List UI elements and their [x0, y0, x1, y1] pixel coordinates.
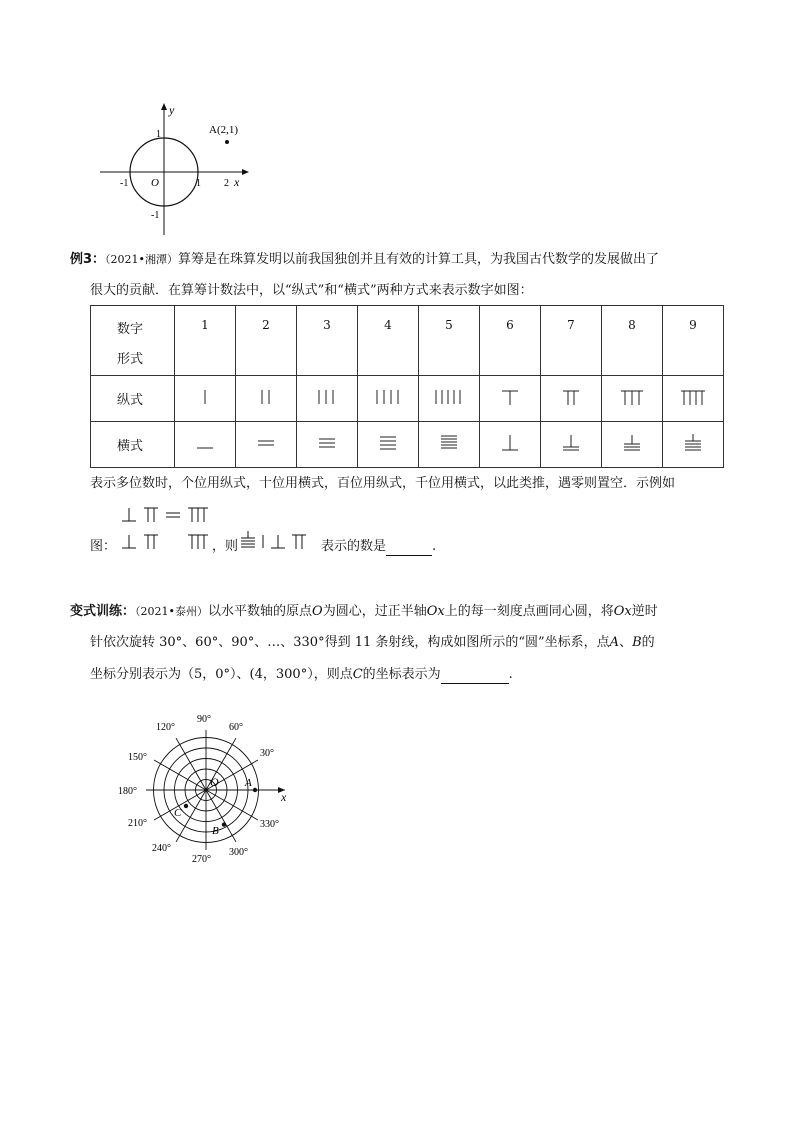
table-header-cell	[91, 306, 175, 376]
vertical-rod-6-icon	[480, 376, 541, 422]
vertical-rod-4-icon	[358, 376, 419, 422]
angle-label-210: 210°	[128, 818, 147, 829]
example3-text-line2: 很大的贡献．在算筹计数法中，以“纵式”和“横式”两种方式来表示数字如图：	[90, 283, 533, 298]
angle-label-150: 150°	[128, 752, 147, 763]
horizontal-rod-3-icon	[297, 422, 358, 468]
y-axis-arrow-icon	[161, 103, 167, 110]
polar-ray	[176, 738, 206, 790]
variation-end: .	[508, 667, 513, 682]
table-row-horizontal	[91, 422, 724, 468]
row-label-horizontal: 横式	[91, 422, 175, 468]
horizontal-rod-9-icon	[663, 422, 724, 468]
vertical-rod-2-icon	[236, 376, 297, 422]
x-axis-arrow-icon	[242, 169, 249, 175]
rule-text: 表示多位数时，个位用纵式，十位用横式，百位用纵式，千位用横式，以此类推，遇零则置空．示例如	[90, 476, 676, 491]
vertical-rod-5-icon	[419, 376, 480, 422]
polar-point-b	[222, 822, 226, 826]
example3-text-line1: 算筹是在珠算发明以前我国独创并且有效的计算工具，为我国古代数学的发展做出了	[178, 252, 660, 267]
var-c: C	[352, 667, 363, 682]
polar-point-c-label: C	[174, 807, 182, 819]
rod-numeral-table	[90, 305, 724, 468]
var-b: B	[632, 635, 642, 650]
polar-point-b-label: B	[212, 825, 219, 837]
variation-text-c: 上的每一刻度点画同心圆，将	[444, 604, 614, 619]
variation-text-f: 的	[641, 635, 655, 650]
angle-label-120: 120°	[156, 722, 175, 733]
polar-ray	[154, 760, 206, 790]
variation-text-g: 坐标分别表示为（5，0°）、(4，300°），则点	[90, 667, 353, 682]
table-row-vertical	[91, 376, 724, 422]
vertical-rod-9-icon	[663, 376, 724, 422]
polar-ray	[206, 790, 236, 842]
row-label-vertical: 纵式	[91, 376, 175, 422]
number-cell: 2	[236, 306, 297, 376]
example-line	[90, 538, 116, 556]
tick-label-y-neg1: -1	[151, 210, 160, 221]
variation-line1	[70, 603, 658, 621]
vertical-rod-8-icon	[602, 376, 663, 422]
var-o: O	[312, 604, 323, 619]
vertical-rod-1-icon	[175, 376, 236, 422]
var-ox: Ox	[426, 604, 445, 619]
example-number-bottom-rods	[118, 532, 213, 550]
polar-point-c	[184, 804, 188, 808]
example-prefix: 图：	[90, 539, 117, 554]
angle-label-300: 300°	[229, 847, 248, 858]
polar-point-a	[253, 788, 257, 792]
number-cell: 6	[480, 306, 541, 376]
angle-label-90: 90°	[197, 714, 211, 725]
y-axis-label: y	[169, 103, 175, 117]
number-cell: 3	[297, 306, 358, 376]
var-ox-2: Ox	[613, 604, 632, 619]
table-row-numbers	[91, 306, 724, 376]
number-cell: 9	[663, 306, 724, 376]
variation-sep: 、	[619, 635, 633, 650]
example3-line1	[70, 251, 659, 269]
example-question-tail	[321, 538, 436, 556]
variation-label: 变式训练：	[70, 604, 136, 619]
number-cell: 4	[358, 306, 419, 376]
horizontal-rod-5-icon	[419, 422, 480, 468]
example-number-top-rods	[118, 505, 223, 523]
point-a	[225, 140, 229, 144]
polar-ray	[206, 790, 258, 820]
origin-label: O	[151, 177, 159, 189]
horizontal-rod-2-icon	[236, 422, 297, 468]
tick-label-y-1: 1	[156, 129, 161, 140]
angle-label-240: 240°	[152, 843, 171, 854]
number-cell: 1	[175, 306, 236, 376]
variation-text-a: 以水平数轴的原点	[208, 604, 313, 619]
horizontal-rod-1-icon	[175, 422, 236, 468]
answer-blank	[386, 541, 432, 556]
number-cell: 7	[541, 306, 602, 376]
header-line-digit: 数字	[117, 321, 144, 337]
variation-source: （2021•泰州）	[135, 605, 208, 618]
number-cell: 8	[602, 306, 663, 376]
variation-text-e: 针依次旋转 30°、60°、90°、…、330°得到 11 条射线，构成如图所示的“圆”坐标系，点	[90, 635, 610, 650]
tick-label-x-neg1: -1	[120, 178, 129, 189]
vertical-rod-7-icon	[541, 376, 602, 422]
question-number-rods	[240, 530, 320, 550]
polar-x-label: x	[281, 790, 287, 804]
polar-origin-label: O	[210, 775, 219, 789]
horizontal-rod-8-icon	[602, 422, 663, 468]
horizontal-rod-7-icon	[541, 422, 602, 468]
angle-label-30: 30°	[260, 748, 274, 759]
polar-point-a-label: A	[245, 777, 252, 789]
angle-label-270: 270°	[192, 854, 211, 865]
example3-label: 例3：	[70, 252, 106, 267]
unit-circle-figure	[95, 100, 255, 235]
variation-text-d: 逆时	[631, 604, 658, 619]
vertical-rod-3-icon	[297, 376, 358, 422]
angle-label-330: 330°	[260, 819, 279, 830]
point-a-label: A(2,1)	[209, 124, 239, 136]
var-a: A	[609, 635, 620, 650]
example-mid-text: ，则	[212, 539, 239, 554]
example3-source: （2021•湘潭）	[105, 253, 179, 266]
polar-coordinate-figure	[110, 710, 305, 870]
horizontal-rod-6-icon	[480, 422, 541, 468]
variation-line2	[90, 634, 655, 652]
example-suffix: 表示的数是	[321, 539, 387, 554]
answer-blank-2	[441, 669, 509, 684]
angle-label-60: 60°	[229, 722, 243, 733]
x-axis-label: x	[234, 175, 240, 189]
angle-label-180: 180°	[118, 786, 137, 797]
example-end: .	[432, 539, 437, 554]
number-cell: 5	[419, 306, 480, 376]
tick-label-x-2: 2	[224, 178, 229, 189]
header-line-form: 形式	[117, 351, 144, 367]
variation-text-b: 为圆心，过正半轴	[322, 604, 427, 619]
horizontal-rod-4-icon	[358, 422, 419, 468]
variation-text-h: 的坐标表示为	[362, 667, 441, 682]
tick-label-x-1: 1	[196, 178, 201, 189]
variation-line3	[90, 666, 513, 684]
